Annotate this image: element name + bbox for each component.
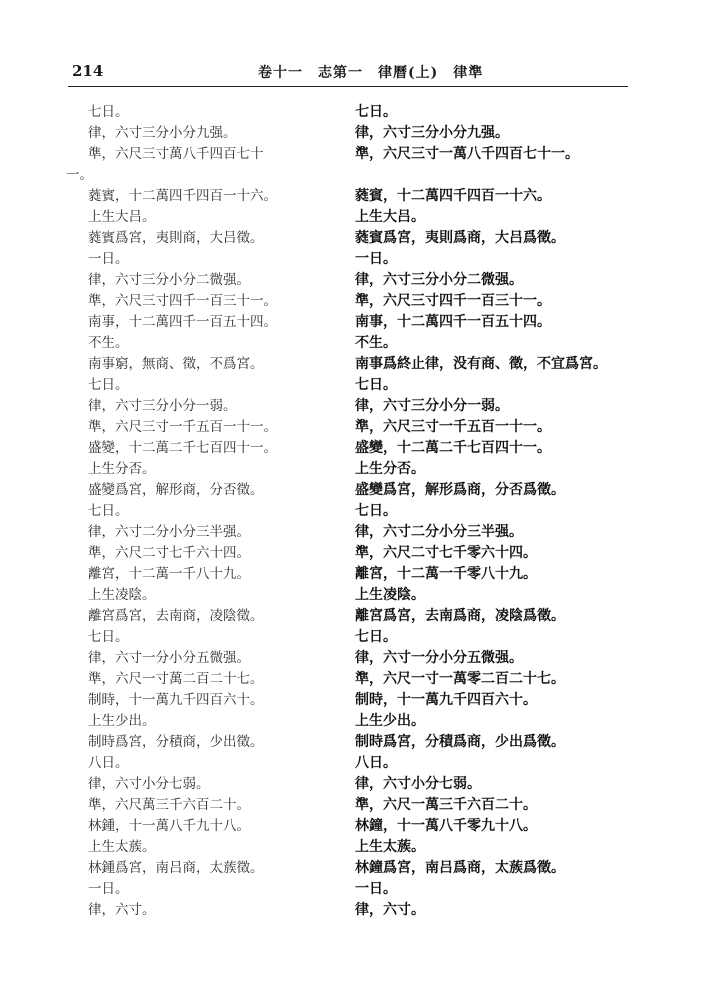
translation-line: 蕤賓，十二萬四千四百一十六。	[355, 188, 551, 204]
original-line: 律，六寸三分小分一弱。	[88, 398, 237, 414]
original-line: 盛變，十二萬二千七百四十一。	[88, 440, 277, 456]
translation-line: 盛變爲宮，解形爲商，分否爲徵。	[355, 482, 565, 498]
original-line: 七日。	[88, 503, 129, 519]
page-number: 214	[72, 62, 104, 80]
translation-line: 南事，十二萬四千一百五十四。	[355, 314, 551, 330]
translation-line: 律，六寸小分七弱。	[355, 776, 481, 792]
original-line: 上生大吕。	[88, 209, 156, 225]
original-line: 七日。	[88, 104, 129, 120]
translation-line: 離宮爲宮，去南爲商，凌陰爲徵。	[355, 608, 565, 624]
translation-line: 林鐘，十一萬八千零九十八。	[355, 818, 537, 834]
original-line: 南事窮，無商、徵，不爲宮。	[88, 356, 264, 372]
translation-line: 蕤賓爲宮，夷則爲商，大吕爲徵。	[355, 230, 565, 246]
original-line: 上生凌陰。	[88, 587, 156, 603]
translation-line: 七日。	[355, 104, 397, 120]
original-line: 制時爲宮，分積商，少出徵。	[88, 734, 264, 750]
original-line: 制時，十一萬九千四百六十。	[88, 692, 264, 708]
translation-line: 離宮，十二萬一千零八十九。	[355, 566, 537, 582]
translation-line	[355, 165, 623, 186]
original-line: 不生。	[88, 335, 129, 351]
translation-line: 制時，十一萬九千四百六十。	[355, 692, 537, 708]
original-line: 離宮爲宮，去南商，凌陰徵。	[88, 608, 264, 624]
original-line: 準，六尺二寸七千六十四。	[88, 545, 250, 561]
translation-line: 律，六寸。	[355, 902, 425, 918]
original-line: 上生分否。	[88, 461, 156, 477]
translation-line: 律，六寸一分小分五微强。	[355, 650, 523, 666]
original-line: 上生太蔟。	[88, 839, 156, 855]
original-line: 南事，十二萬四千一百五十四。	[88, 314, 277, 330]
original-line: 一日。	[88, 251, 129, 267]
original-line: 蕤賓爲宮，夷則商，大吕徵。	[88, 230, 264, 246]
running-header: 卷十一 志第一 律曆(上) 律準	[258, 65, 484, 81]
translation-line: 林鐘爲宮，南吕爲商，太蔟爲徵。	[355, 860, 565, 876]
translation-line: 七日。	[355, 377, 397, 393]
translation-line: 準，六尺三寸一千五百一十一。	[355, 419, 551, 435]
translation-line: 上生大吕。	[355, 209, 425, 225]
original-text-column	[66, 102, 326, 921]
original-line: 準，六尺三寸一千五百一十一。	[88, 419, 277, 435]
translation-line: 南事爲終止律，没有商、徵，不宜爲宮。	[355, 356, 607, 372]
translation-line: 一日。	[355, 251, 397, 267]
original-line: 準，六尺三寸四千一百三十一。	[88, 293, 277, 309]
original-line: 準，六尺一寸萬二百二十七。	[88, 671, 264, 687]
original-line: 一日。	[88, 881, 129, 897]
original-line: 蕤賓，十二萬四千四百一十六。	[88, 188, 277, 204]
translation-line: 上生分否。	[355, 461, 425, 477]
original-line: 準，六尺三寸萬八千四百七十	[88, 146, 264, 162]
original-line: 律，六寸一分小分五微强。	[88, 650, 250, 666]
translation-line: 律，六寸二分小分三半强。	[355, 524, 523, 540]
original-line: 八日。	[88, 755, 129, 771]
original-line: 一。	[66, 167, 93, 183]
translation-line: 準，六尺一萬三千六百二十。	[355, 797, 537, 813]
original-line: 上生少出。	[88, 713, 156, 729]
translation-line: 一日。	[355, 881, 397, 897]
translation-line: 上生太蔟。	[355, 839, 425, 855]
translation-line: 準，六尺二寸七千零六十四。	[355, 545, 537, 561]
original-line: 律，六寸三分小分二微强。	[88, 272, 250, 288]
translation-line: 準，六尺三寸一萬八千四百七十一。	[355, 146, 579, 162]
translation-line: 七日。	[355, 629, 397, 645]
translation-line: 上生凌陰。	[355, 587, 425, 603]
translation-line: 盛變，十二萬二千七百四十一。	[355, 440, 551, 456]
translation-line: 上生少出。	[355, 713, 425, 729]
translation-line: 八日。	[355, 755, 397, 771]
original-line: 盛變爲宮，解形商，分否徵。	[88, 482, 264, 498]
translation-line: 準，六尺一寸一萬零二百二十七。	[355, 671, 565, 687]
translation-line: 律，六寸三分小分九强。	[355, 125, 509, 141]
original-line: 七日。	[88, 377, 129, 393]
original-line: 林鍾爲宮，南吕商，太蔟徵。	[88, 860, 264, 876]
original-line: 七日。	[88, 629, 129, 645]
translation-line: 律，六寸三分小分一弱。	[355, 398, 509, 414]
original-line: 律，六寸。	[88, 902, 156, 918]
original-line: 律，六寸小分七弱。	[88, 776, 210, 792]
header-rule	[68, 86, 628, 87]
translation-line: 制時爲宮，分積爲商，少出爲徵。	[355, 734, 565, 750]
translation-line: 準，六尺三寸四千一百三十一。	[355, 293, 551, 309]
translation-line: 不生。	[355, 335, 397, 351]
original-line: 準，六尺萬三千六百二十。	[88, 797, 250, 813]
translation-line: 律，六寸三分小分二微强。	[355, 272, 523, 288]
translation-line: 七日。	[355, 503, 397, 519]
original-line: 林鍾，十一萬八千九十八。	[88, 818, 250, 834]
original-line: 律，六寸三分小分九强。	[88, 125, 237, 141]
original-line: 律，六寸二分小分三半强。	[88, 524, 250, 540]
original-line: 離宮，十二萬一千八十九。	[88, 566, 250, 582]
translation-column	[355, 102, 623, 921]
